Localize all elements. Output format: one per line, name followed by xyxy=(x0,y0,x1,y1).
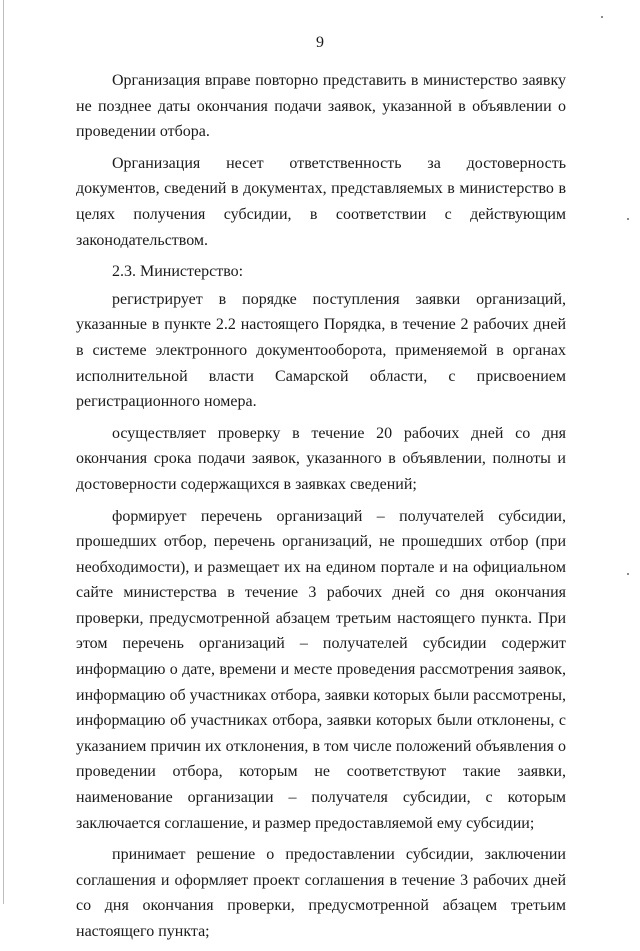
page-number: 9 xyxy=(316,34,324,51)
scan-speck xyxy=(627,573,629,575)
paragraph-registers: регистрирует в порядке поступления заявки организаций, указанные в пункте 2.2 настоящего Порядка, в течение 2 рабочих дней в системе электронного документооборота, применяемой в органах исполнительной власти Самарской области, с присвоением регистрационного номера. xyxy=(76,290,566,411)
paragraph-decision: принимает решение о предоставлении субсидии, заключении соглашения и оформляет проект соглашения в течение 3 рабочих дней со дня окончания проверки, предусмотренной абзацем третьим настоящего пункта; xyxy=(76,846,566,940)
paragraph-resubmission: Организация вправе повторно представить в министерство заявку не позднее даты окончания подачи заявок, указанной в объявлении о проведении отбора. xyxy=(76,72,566,141)
document-body xyxy=(76,68,566,951)
paragraph-responsibility: Организация несет ответственность за достоверность документов, сведений в документах, представляемых в министерство в целях получения субсидии, в соответствии с действующим законодательством. xyxy=(76,154,566,249)
section-heading-2-3: 2.3. Министерство: xyxy=(112,263,244,281)
scan-speck xyxy=(627,218,629,220)
scan-left-edge xyxy=(3,0,4,904)
paragraph-forms-list: формирует перечень организаций – получателей субсидии, прошедших отбор, перечень организаций, не прошедших отбор (при необходимости), и размещает их на едином портале и на официальном сайте министерства в течение 3 рабочих дней со дня окончания проверки, предусмотренной абзацем третьим настоящего пункта. При этом перечень организаций – получателей субсидии содержит информацию о дате, времени и месте проведения рассмотрения заявок, информацию об участниках отбора, заявки которых были рассмотрены, информацию об участниках отбора, заявки которых были отклонены, с указанием причин их отклонения, в том числе положений объявления о проведении отбора, которым не соответствуют такие заявки, наименование организации – получателя субсидии, с которым заключается соглашение, и размер предоставляемой ему субсидии; xyxy=(76,507,566,832)
paragraph-verification: осуществляет проверку в течение 20 рабочих дней со дня окончания срока подачи заявок, указанного в объявлении, полноты и достоверности содержащихся в заявках сведений; xyxy=(76,424,566,493)
scan-speck xyxy=(601,16,603,18)
